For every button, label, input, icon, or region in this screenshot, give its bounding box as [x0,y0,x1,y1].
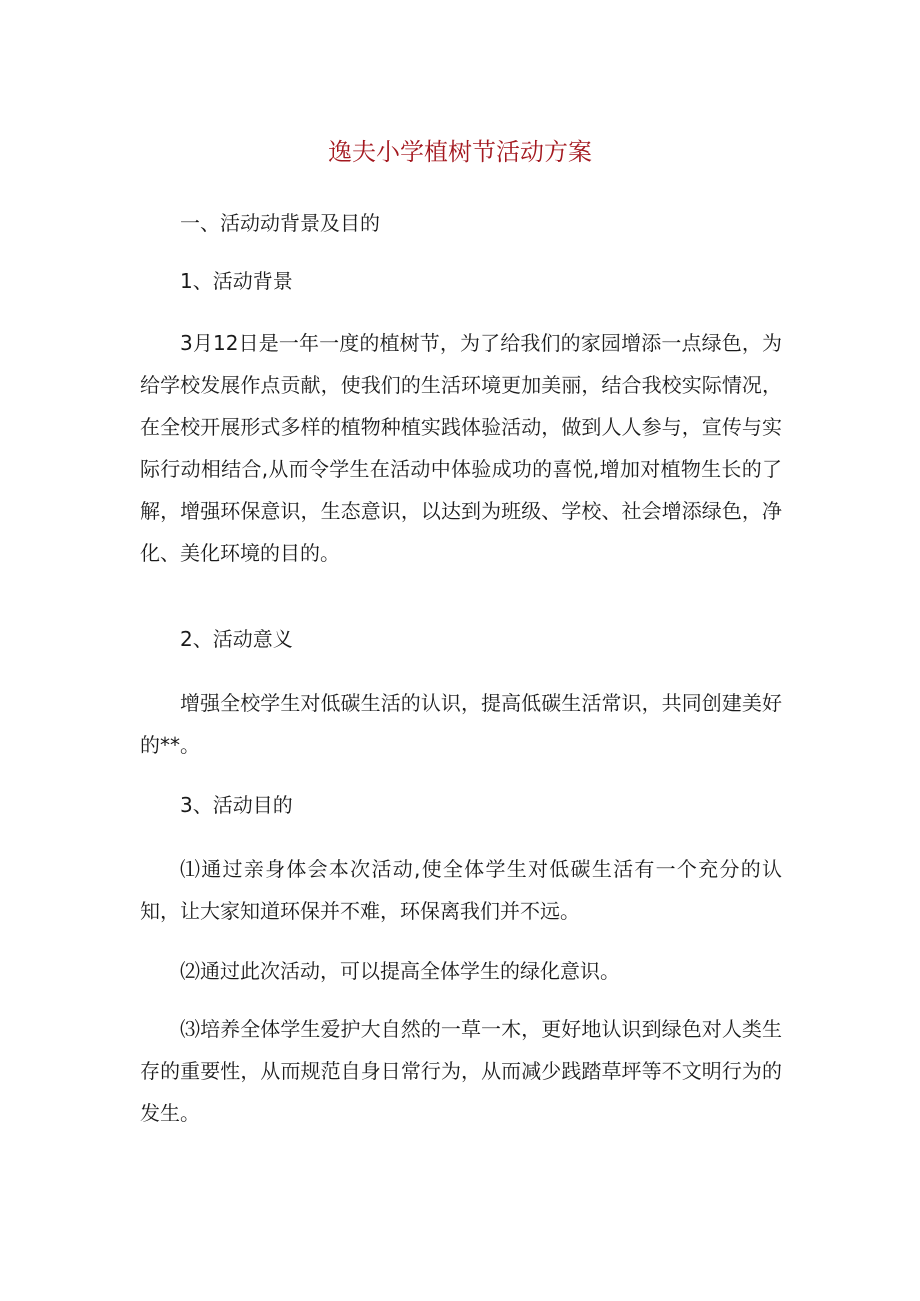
goal-item-2: ⑵通过此次活动，可以提高全体学生的绿化意识。 [180,959,620,983]
document-title: 逸夫小学植树节活动方案 [328,138,592,166]
goal-item-3: ⑶培养全体学生爱护大自然的一草一木，更好地认识到绿色对人类生存的重要性，从而规范自身日常行为，从而减少践踏草坪等不文明行为的发生。 [140,1017,782,1125]
subsection-heading-background: 1、活动背景 [180,269,293,293]
significance-paragraph: 增强全校学生对低碳生活的认识，提高低碳生活常识，共同创建美好的**。 [140,691,782,757]
background-paragraph: 3月12日是一年一度的植树节，为了给我们的家园增添一点绿色，为给学校发展作点贡献，使我们的生活环境更加美丽，结合我校实际情况，在全校开展形式多样的植物种植实践体验活动，做到人人参与，宣传与实际行动相结合,从而令学生在活动中体验成功的喜悦,增加对植物生长的了解，增强环保意识，生态意识，以达到为班级、学校、社会增添绿色，净化、美化环境的目的。 [140,331,782,565]
subsection-heading-goals: 3、活动目的 [180,793,293,817]
goal-item-1: ⑴通过亲身体会本次活动,使全体学生对低碳生活有一个充分的认知，让大家知道环保并不难，环保离我们并不远。 [140,857,782,923]
subsection-heading-significance: 2、活动意义 [180,627,293,651]
section-heading-background-purpose: 一、活动动背景及目的 [180,211,380,235]
